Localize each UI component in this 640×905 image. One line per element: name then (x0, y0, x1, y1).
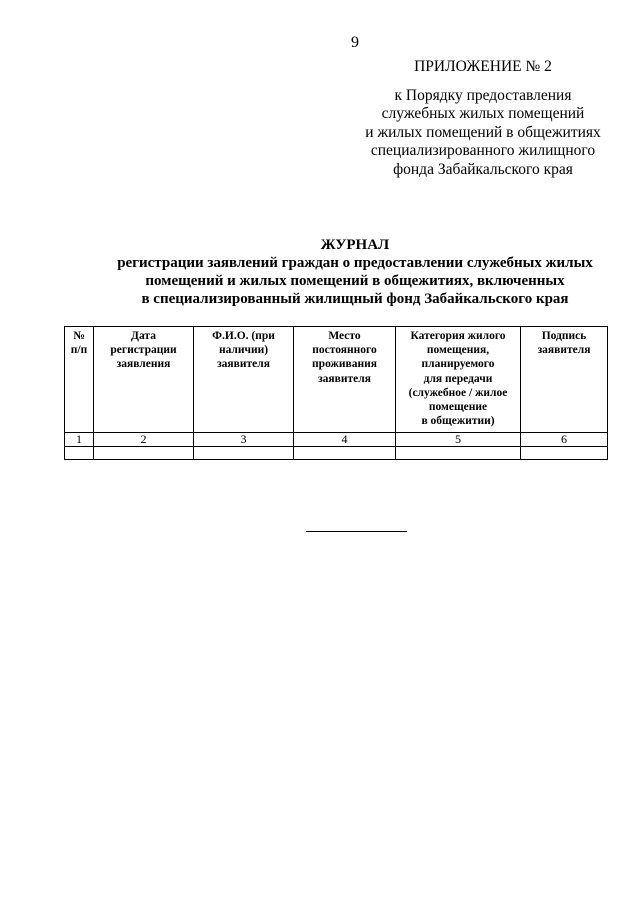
appendix-title: ПРИЛОЖЕНИЕ № 2 (414, 58, 552, 75)
empty-cell (396, 447, 521, 460)
empty-cell (65, 447, 94, 460)
column-header-number: № п/п (65, 327, 94, 433)
journal-heading (90, 236, 620, 308)
column-header-date: Дата регистрации заявления (94, 327, 194, 433)
journal-subtitle-line: регистрации заявлений граждан о предоставлении служебных жилых (117, 255, 593, 271)
column-header-signature: Подпись заявителя (521, 327, 608, 433)
journal-subtitle-line: помещений и жилых помещений в общежитиях, включенных (145, 273, 565, 289)
appendix-line: фонда Забайкальского края (393, 160, 573, 178)
column-number-cell: 3 (194, 433, 294, 447)
column-header-category: Категория жилого помещения, планируемого для передачи (служебное / жилое помещение в общежитии) (396, 327, 521, 433)
empty-cell (194, 447, 294, 460)
journal-subtitle-line: в специализированный жилищный фонд Забайкальского края (141, 291, 569, 307)
column-number-cell: 5 (396, 433, 521, 447)
journal-title: ЖУРНАЛ (320, 237, 390, 253)
column-number-cell: 1 (65, 433, 94, 447)
column-number-cell: 4 (294, 433, 396, 447)
journal-table (64, 326, 608, 460)
column-number-cell: 2 (94, 433, 194, 447)
table-number-row (65, 433, 608, 447)
appendix-line: специализированного жилищного (370, 142, 596, 159)
empty-cell (521, 447, 608, 460)
appendix-line: служебных жилых помещений (381, 105, 585, 122)
column-header-residence: Место постоянного проживания заявителя (294, 327, 396, 433)
column-header-name: Ф.И.О. (при наличии) заявителя (194, 327, 294, 433)
appendix-block (352, 58, 614, 179)
appendix-line: к Порядку предоставления (394, 86, 572, 104)
appendix-line: и жилых помещений в общежитиях (365, 123, 601, 141)
table-empty-row (65, 447, 608, 460)
empty-cell (294, 447, 396, 460)
table-header-row (65, 327, 608, 433)
closing-line (306, 531, 407, 532)
column-number-cell: 6 (521, 433, 608, 447)
empty-cell (94, 447, 194, 460)
page-number: 9 (351, 34, 359, 51)
